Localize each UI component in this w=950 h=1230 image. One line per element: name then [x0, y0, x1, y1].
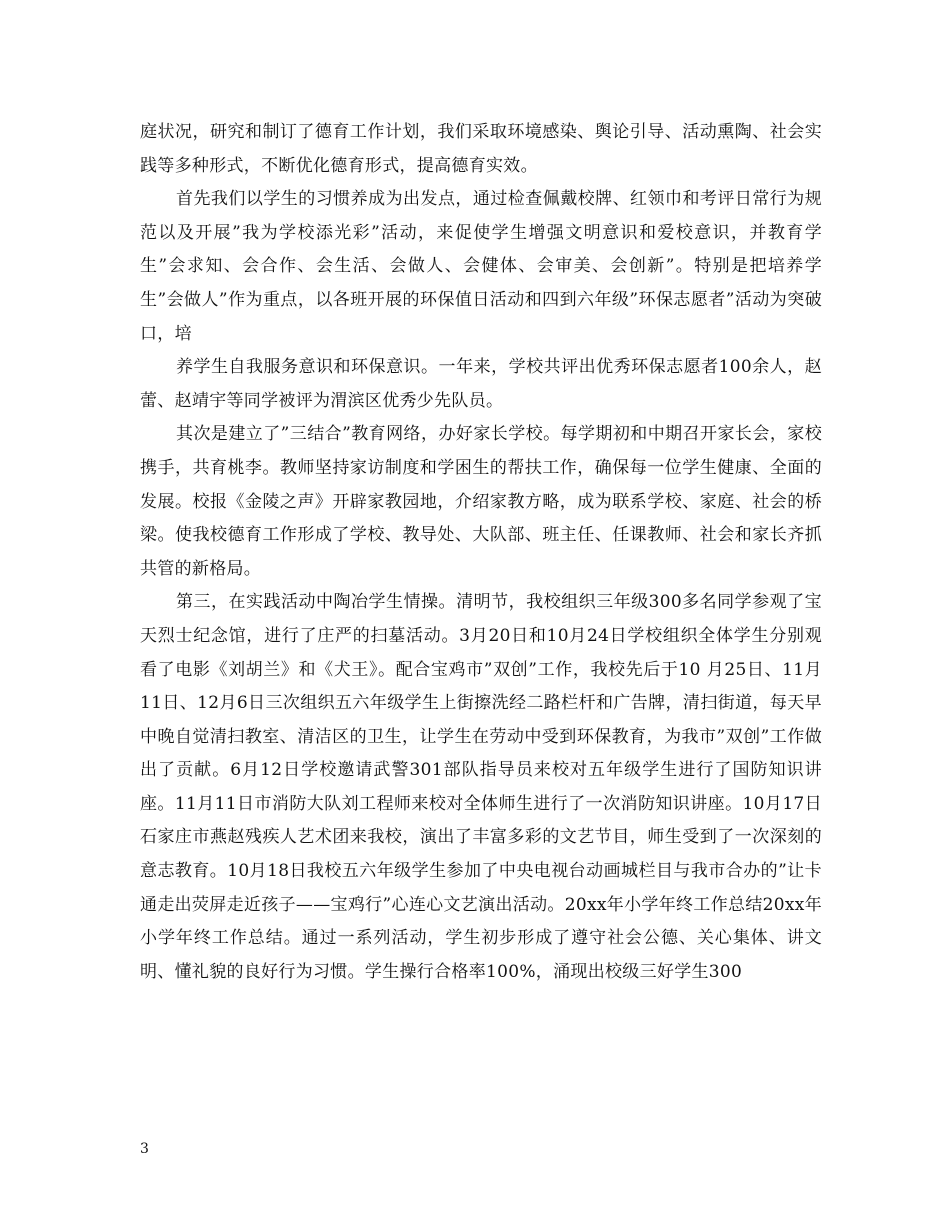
paragraph-continuation: 庭状况，研究和制订了德育工作计划，我们采取环境感染、舆论引导、活动熏陶、社会实践等多种形式，不断优化德育形式，提高德育实效。 [140, 122, 822, 176]
document-body [140, 116, 822, 989]
paragraph-three-combination: 其次是建立了”三结合”教育网络，办好家长学校。每学期初和中期召开家长会，家校携手，共育桃李。教师坚持家访制度和学困生的帮扶工作，确保每一位学生健康、全面的发展。校报《金陵之声》开辟家教园地，介绍家教方略，成为联系学校、家庭、社会的桥梁。使我校德育工作形成了学校、教导处、大队部、班主任、任课教师、社会和家长齐抓共管的新格局。 [140, 424, 822, 579]
paragraph-practice-activities: 第三，在实践活动中陶冶学生情操。清明节，我校组织三年级300多名同学参观了宝天烈士纪念馆，进行了庄严的扫墓活动。3月20日和10月24日学校组织全体学生分别观看了电影《刘胡兰》和《犬王》。配合宝鸡市”双创”工作，我校先后于10 月25日、11月11日、12月6日三次组织五六年级学生上街擦洗经二路栏杆和广告牌，清扫街道，每天早中晚自觉清扫教室、清洁区的卫生，让学生在劳动中受到环保教育，为我市”双创”工作做出了贡献。6月12日学校邀请武警301部队指导员来校对五年级学生进行了国防知识讲座。11月11日市消防大队刘工程师来校对全体师生进行了一次消防知识讲座。10月17日石家庄市燕赵残疾人艺术团来我校，演出了丰富多彩的文艺节目，师生受到了一次深刻的意志教育。10月18日我校五六年级学生参加了中央电视台动画城栏目与我市合办的”让卡通走出荧屏走近孩子——宝鸡行”心连心文艺演出活动。20xx年小学年终工作总结20xx年小学年终工作总结。通过一系列活动，学生初步形成了遵守社会公德、关心集体、讲文明、懂礼貌的良好行为习惯。学生操行合格率100%，涌现出校级三好学生300 [140, 592, 822, 982]
page-number: 3 [140, 1141, 149, 1157]
paragraph-environment-awareness: 养学生自我服务意识和环保意识。一年来，学校共评出优秀环保志愿者100余人，赵蕾、赵靖宇等同学被评为渭滨区优秀少先队员。 [140, 357, 822, 411]
paragraph-habits: 首先我们以学生的习惯养成为出发点，通过检查佩戴校牌、红领巾和考评日常行为规范以及开展”我为学校添光彩”活动，来促使学生增强文明意识和爱校意识，并教育学生”会求知、会合作、会生活、会做人、会健体、会审美、会创新”。特别是把培养学生”会做人”作为重点，以各班开展的环保值日活动和四到六年级”环保志愿者”活动为突破口，培 [140, 189, 822, 344]
